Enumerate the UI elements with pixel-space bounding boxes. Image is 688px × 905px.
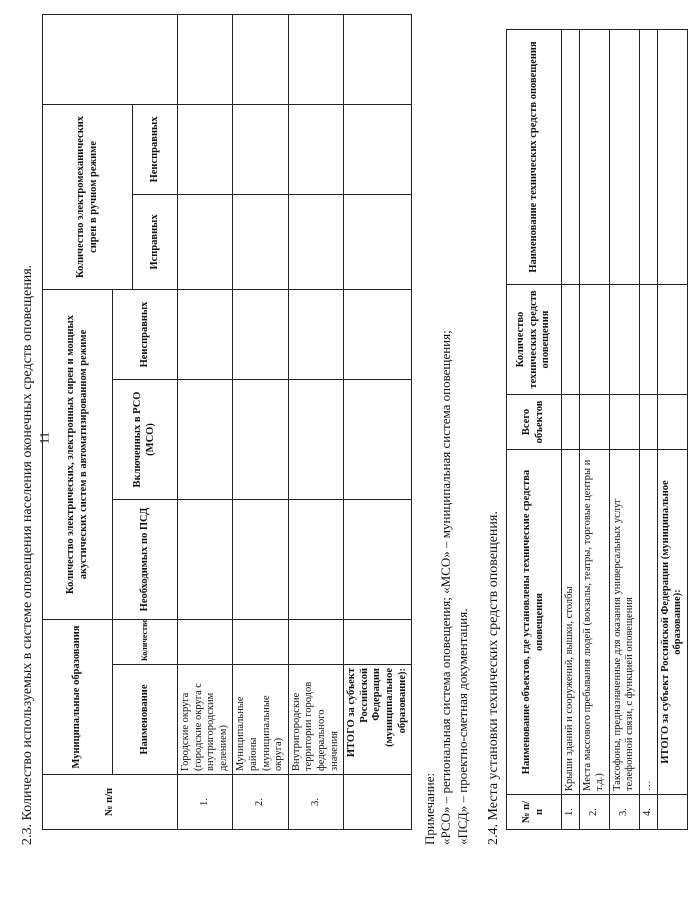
row-num: 1.	[178, 775, 233, 830]
row-num: 3.	[609, 795, 639, 830]
col-header-total-objects: Всего объектов	[507, 395, 562, 450]
col-header-count-tech: Количество технических средств оповещения	[507, 285, 562, 395]
row-place: Места массового пребывания людей (вокзалы, театры, торговые центры и т.д.)	[579, 450, 609, 795]
table-row	[178, 14, 233, 829]
col-header-num: № п/п	[43, 775, 178, 830]
col-header-count: Количество	[113, 620, 178, 665]
note	[422, 330, 471, 845]
section-2-3-title: 2.3. Количество используемых в системе оповещения населения оконечных средств оповещения.	[20, 264, 35, 845]
table-total-row	[657, 30, 687, 830]
row-num: 2.	[233, 775, 288, 830]
table-row	[609, 30, 639, 830]
col-header-electromech: Количество электромеханических сирен в ручном режиме	[43, 104, 133, 289]
col-header-included-rso: Включенных в РСО (МСО)	[113, 380, 178, 500]
row-place: Крыши зданий и сооружений, вышки, столбы	[562, 450, 580, 795]
total-label: ИТОГО за субъект Российской Федерации (муниципальное образование):	[344, 665, 412, 775]
table-2-4	[506, 29, 688, 830]
col-header-working: Исправных	[133, 194, 178, 289]
page-number: 11	[36, 431, 52, 445]
table-row	[233, 14, 288, 829]
note-line-2: «ПСД» – проектно-сметная документация.	[454, 608, 470, 845]
table-total-row	[344, 14, 412, 829]
total-label: ИТОГО за субъект Российской Федерации (муниципальное образование):	[657, 450, 687, 795]
col-header-municipal: Муниципальные образования	[43, 620, 113, 775]
row-place: Таксофоны, предназначенные для оказания универсальных услуг телефонной связи, с функцией оповещения	[609, 450, 639, 795]
row-name: Муниципальные районы (муниципальные округа)	[233, 665, 288, 775]
table-row	[288, 14, 343, 829]
col-header-extra	[43, 14, 178, 104]
col-header-num: № п/п	[507, 795, 562, 830]
note-label: Примечание:	[422, 772, 437, 845]
row-name: Внутригородские территории городов федерального значения	[288, 665, 343, 775]
row-name: Городские округа (городские округа с внутригородским делением)	[178, 665, 233, 775]
col-header-needed-psd: Необходимых по ПСД	[113, 500, 178, 620]
row-num: 3.	[288, 775, 343, 830]
row-num: 2.	[579, 795, 609, 830]
col-header-name-tech: Наименование технических средств оповещения	[507, 30, 562, 285]
table-row	[639, 30, 657, 830]
note-line-1: «РСО» – региональная система оповещения; «МСО» – муниципальная система оповещения;	[438, 330, 454, 845]
col-header-faulty: Неисправных	[113, 289, 178, 379]
section-2-4-title: 2.4. Места установки технических средств оповещения.	[486, 511, 501, 845]
col-header-name: Наименование	[113, 665, 178, 775]
row-place: …	[639, 450, 657, 795]
table-row	[579, 30, 609, 830]
table-2-3	[42, 14, 412, 830]
col-header-not-working: Неисправных	[133, 104, 178, 194]
col-header-electric: Количество электрических, электронных сирен и мощных акустических систем в автоматизированном режиме	[43, 289, 113, 619]
table-row	[562, 30, 580, 830]
row-num: 1.	[562, 795, 580, 830]
row-num: 4.	[639, 795, 657, 830]
rotated-content	[10, 5, 684, 895]
col-header-place: Наименование объектов, где установлены технические средства оповещения	[507, 450, 562, 795]
